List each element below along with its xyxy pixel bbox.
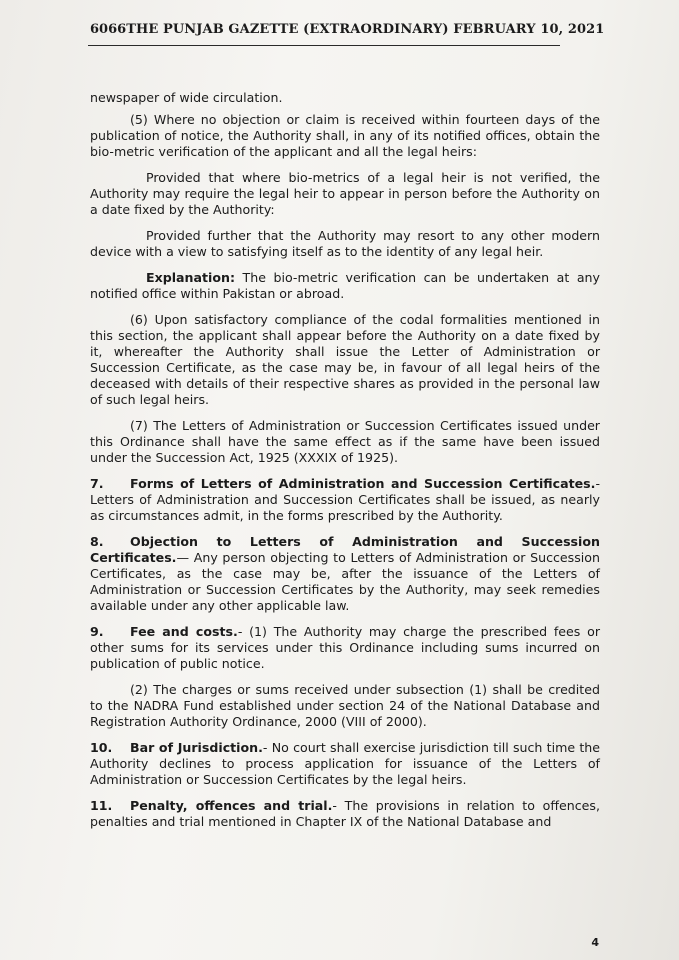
explanation-heading: Explanation: bbox=[146, 270, 236, 285]
section-text: - No court shall exercise jurisdiction till such time the Authority declines to process application for issuance of the Letters of Administration or Succession Certificates by the legal heirs. bbox=[90, 740, 601, 787]
subsection-7: (7) The Letters of Administration or Succession Certificates issued under this Ordinance shall have the same effect as if the same have been issued under the Succession Act, 1925 (XXXIX of 1925). bbox=[90, 418, 600, 465]
gazette-title: THE PUNJAB GAZETTE (EXTRAORDINARY) FEBRUARY 10, 2021 bbox=[126, 22, 605, 37]
paragraph-continuation: newspaper of wide circulation. bbox=[90, 90, 283, 105]
section-title: Forms of Letters of Administration and Succession Certificates. bbox=[130, 476, 596, 491]
header-rule bbox=[88, 45, 560, 46]
section-8 bbox=[90, 534, 600, 614]
section-number: 11. bbox=[90, 798, 113, 813]
section-9 bbox=[90, 624, 600, 672]
section-number: 7. bbox=[90, 476, 104, 491]
section-7 bbox=[90, 476, 600, 524]
proviso-1: Provided that where bio-metrics of a legal heir is not verified, the Authority may require the legal heir to appear in person before the Authority on a date fixed by the Authority: bbox=[90, 170, 600, 217]
section-10 bbox=[90, 740, 600, 788]
section-text: - The provisions in relation to offences, penalties and trial mentioned in Chapter IX of the National Database and bbox=[90, 798, 600, 829]
section-11 bbox=[90, 798, 600, 830]
subsection-6: (6) Upon satisfactory compliance of the codal formalities mentioned in this section, the applicant shall appear before the Authority on a date fixed by it, whereafter the Authority shall issue the Letter of Administration or Succession Certificate, as the case may be, in favour of all legal heirs of the deceased with details of their respective shares as provided in the personal law of such legal heirs. bbox=[90, 312, 600, 407]
proviso-2: Provided further that the Authority may resort to any other modern device with a view to satisfying itself as to the identity of any legal heir. bbox=[90, 228, 600, 259]
footer-mark: 4 bbox=[591, 936, 599, 949]
section-number: 9. bbox=[90, 624, 104, 639]
document-body bbox=[90, 90, 600, 840]
section-title: Objection to Letters of Administration and Succession Certificates. bbox=[90, 534, 600, 565]
section-number: 10. bbox=[90, 740, 113, 755]
section-title: Fee and costs. bbox=[130, 624, 238, 639]
section-text: — Any person objecting to Letters of Administration or Succession Certificates, as the case may be, after the issuance of the Letters of Administration or Succession Certificates by the Authority, may seek remedies available under any other applicable law. bbox=[90, 550, 600, 613]
section-9-subsection-2: (2) The charges or sums received under subsection (1) shall be credited to the NADRA Fund established under section 24 of the National Database and Registration Authority Ordinance, 2000 (VIII of 2000). bbox=[90, 682, 600, 729]
section-number: 8. bbox=[90, 534, 104, 549]
section-text: - (1) The Authority may charge the prescribed fees or other sums for its services under this Ordinance including sums incurred on publication of public notice. bbox=[90, 624, 600, 671]
section-title: Penalty, offences and trial. bbox=[130, 798, 333, 813]
subsection-5: (5) Where no objection or claim is received within fourteen days of the publication of notice, the Authority shall, in any of its notified offices, obtain the bio-metric verification of the applicant and all the legal heirs: bbox=[90, 112, 600, 159]
explanation bbox=[90, 270, 600, 302]
section-title: Bar of Jurisdiction. bbox=[130, 740, 263, 755]
section-text: - Letters of Administration and Succession Certificates shall be issued, as nearly as circumstances admit, in the forms prescribed by the Authority. bbox=[90, 476, 600, 523]
page-header bbox=[90, 22, 605, 37]
page-number: 6066 bbox=[90, 22, 127, 37]
explanation-text: The bio-metric verification can be undertaken at any notified office within Pakistan or abroad. bbox=[90, 270, 600, 301]
